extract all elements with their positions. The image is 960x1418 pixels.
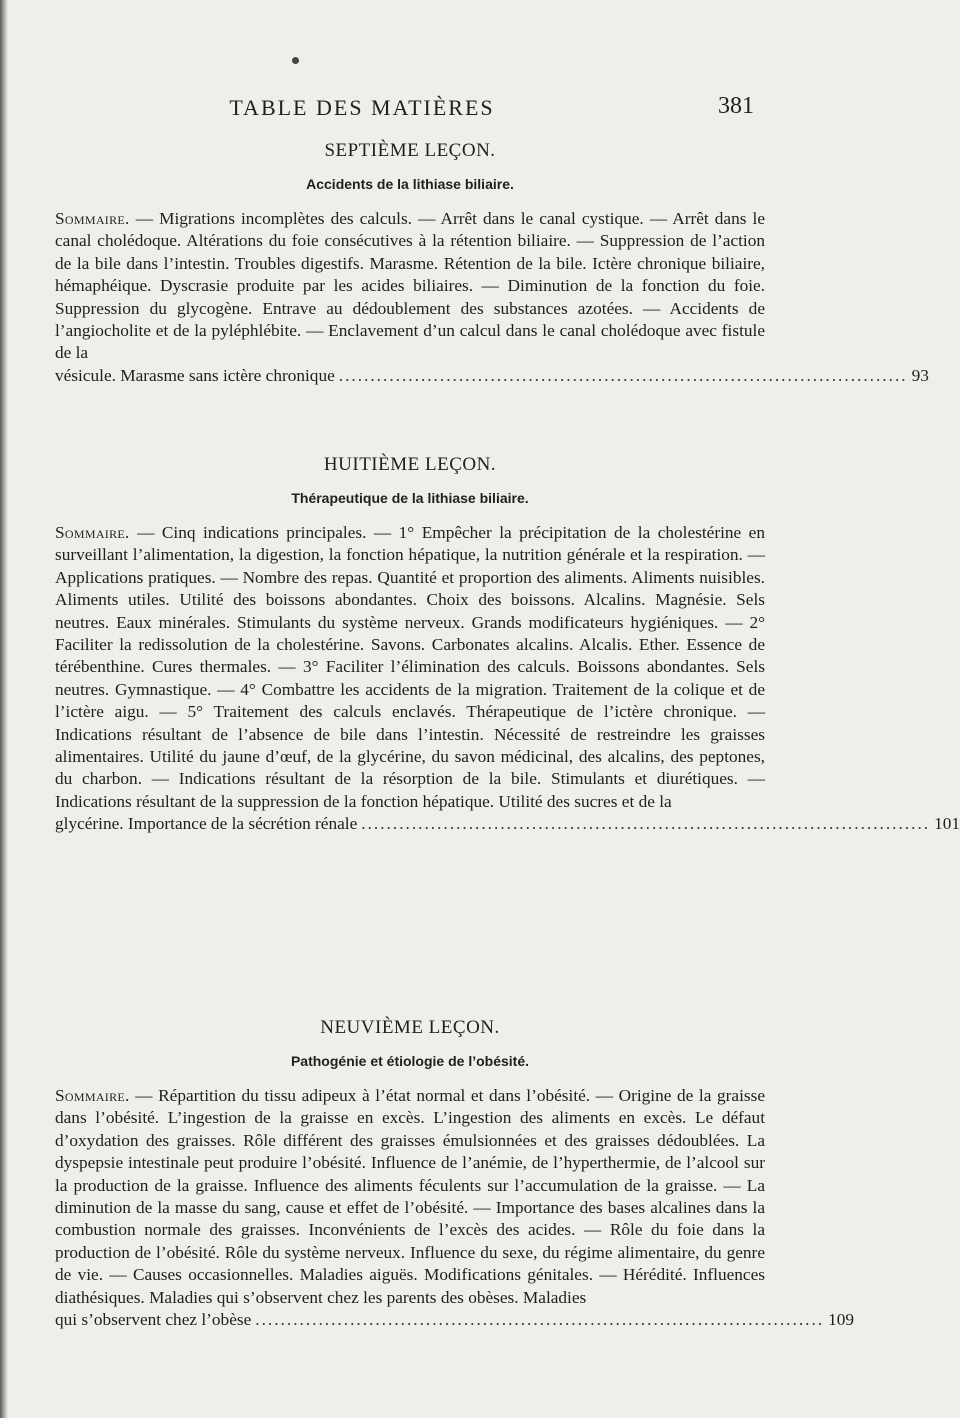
lesson-heading: SEPTIÈME LEÇON. bbox=[324, 140, 496, 161]
lesson-entry-8 bbox=[55, 454, 960, 836]
summary-label: Sommaire. bbox=[55, 523, 130, 542]
summary-text bbox=[55, 522, 765, 813]
dot-leader: .......................................................................................... bbox=[255, 1310, 825, 1330]
lesson-entry-7 bbox=[55, 140, 929, 387]
lesson-subtitle: Pathogénie et étiologie de l’obésité. bbox=[290, 1053, 530, 1069]
summary-last-line bbox=[55, 365, 929, 387]
dot-leader: .......................................................................................... bbox=[361, 814, 931, 834]
lesson-page-ref: 101 bbox=[934, 814, 960, 834]
page-number: 381 bbox=[718, 93, 754, 119]
summary-last-text: glycérine. Importance de la sécrétion rénale bbox=[55, 814, 358, 834]
lesson-subtitle: Accidents de la lithiase biliaire. bbox=[306, 176, 514, 192]
summary-last-line bbox=[55, 1309, 855, 1331]
summary-label: Sommaire. bbox=[55, 1086, 130, 1105]
summary-last-line bbox=[55, 813, 960, 835]
summary-text bbox=[55, 208, 765, 365]
lesson-subtitle: Thérapeutique de la lithiase biliaire. bbox=[291, 490, 529, 506]
dot-leader: .......................................................................................... bbox=[338, 365, 908, 385]
lesson-heading: HUITIÈME LEÇON. bbox=[323, 454, 497, 475]
print-mark bbox=[292, 57, 299, 64]
summary-body: — Répartition du tissu adipeux à l’état normal et dans l’obésité. — Origine de la graisse dans l’obésité. L’ingestion de la graisse en excès. L’ingestion des aliments en excès. Le défaut d’oxydation des graisses. Rôle différent des graisses émulsionnées et des graisses dédoublées. La dyspepsie intestinale peut produire l’obésité. Influence de l’anémie, de l’hyperthermie, de l’alcool sur la production de la graisse. Influence des aliments féculents sur l’accumulation de la graisse. — La diminution de la masse du sang, cause et effet de l’obésité. — Importance des bases alcalines dans la combustion normale des graisses. Inconvénients de l’excès des acides. — Rôle du foie dans la production de l’obésité. Rôle du système nerveux. Influence du sexe, du régime alimentaire, du genre de vie. — Causes occasionnelles. Maladies aiguës. Modifications génitales. — Hérédité. Influences diathésiques. Maladies qui s’observent chez les parents des obèses. Maladies bbox=[55, 1086, 765, 1307]
lesson-heading: NEUVIÈME LEÇON. bbox=[320, 1017, 500, 1038]
lesson-page-ref: 109 bbox=[828, 1310, 855, 1330]
summary-text bbox=[55, 1085, 765, 1309]
summary-body: — Migrations incomplètes des calculs. — Arrêt dans le canal cystique. — Arrêt dans le canal cholédoque. Altérations du foie consécutives à la rétention biliaire. — Suppression de l’action de la bile dans l’intestin. Troubles digestifs. Marasme. Rétention de la bile. Ictère chronique biliaire, hémaphéique. Dyscrasie produite par les acides biliaires. — Diminution de la fonction du foie. Suppression du glycogène. Entrave au dédoublement des substances azotées. — Accidents de l’angiocholite et de la pyléphlébite. — Enclavement d’un calcul dans le canal cholédoque avec fistule de la bbox=[55, 209, 765, 363]
summary-label: Sommaire. bbox=[55, 209, 130, 228]
running-title: TABLE DES MATIÈRES bbox=[229, 95, 495, 120]
summary-body: — Cinq indications principales. — 1° Empêcher la précipitation de la cholestérine en surveillant l’alimentation, la digestion, la fonction hépatique, la nutrition générale et la respiration. — Applications pratiques. — Nombre des repas. Quantité et proportion des aliments. Aliments nuisibles. Aliments utiles. Utilité des boissons abondantes. Choix des boissons. Alcalins. Magnésie. Sels neutres. Eaux minérales. Stimulants du système nerveux. Grands modificateurs hygiéniques. — 2° Faciliter la redissolution de la cholestérine. Savons. Carbonates alcalins. Alcalis. Ether. Essence de térébenthine. Cures thermales. — 3° Faciliter l’élimination des calculs. Boissons abondantes. Sels neutres. Gymnastique. — 4° Combattre les accidents de la migration. Traitement de la colique et de l’ictère aigu. — 5° Traitement des calculs enclavés. Thérapeutique de l’ictère chronique. — Indications résultant de l’absence de bile dans l’intestin. Nécessité de restreindre les graisses alimentaires. Utilité du jaune d’œuf, de la glycérine, du savon médicinal, des alcalins, des peptones, du charbon. — Indications résultant de la résorption de la bile. Stimulants et diurétiques. — Indications résultant de la suppression de la fonction hépatique. Utilité des sucres et de la bbox=[55, 523, 765, 811]
lesson-page-ref: 93 bbox=[911, 365, 929, 385]
summary-last-text: vésicule. Marasme sans ictère chronique bbox=[55, 365, 335, 385]
summary-last-text: qui s’observent chez l’obèse bbox=[55, 1310, 252, 1330]
lesson-entry-9 bbox=[55, 1017, 855, 1331]
